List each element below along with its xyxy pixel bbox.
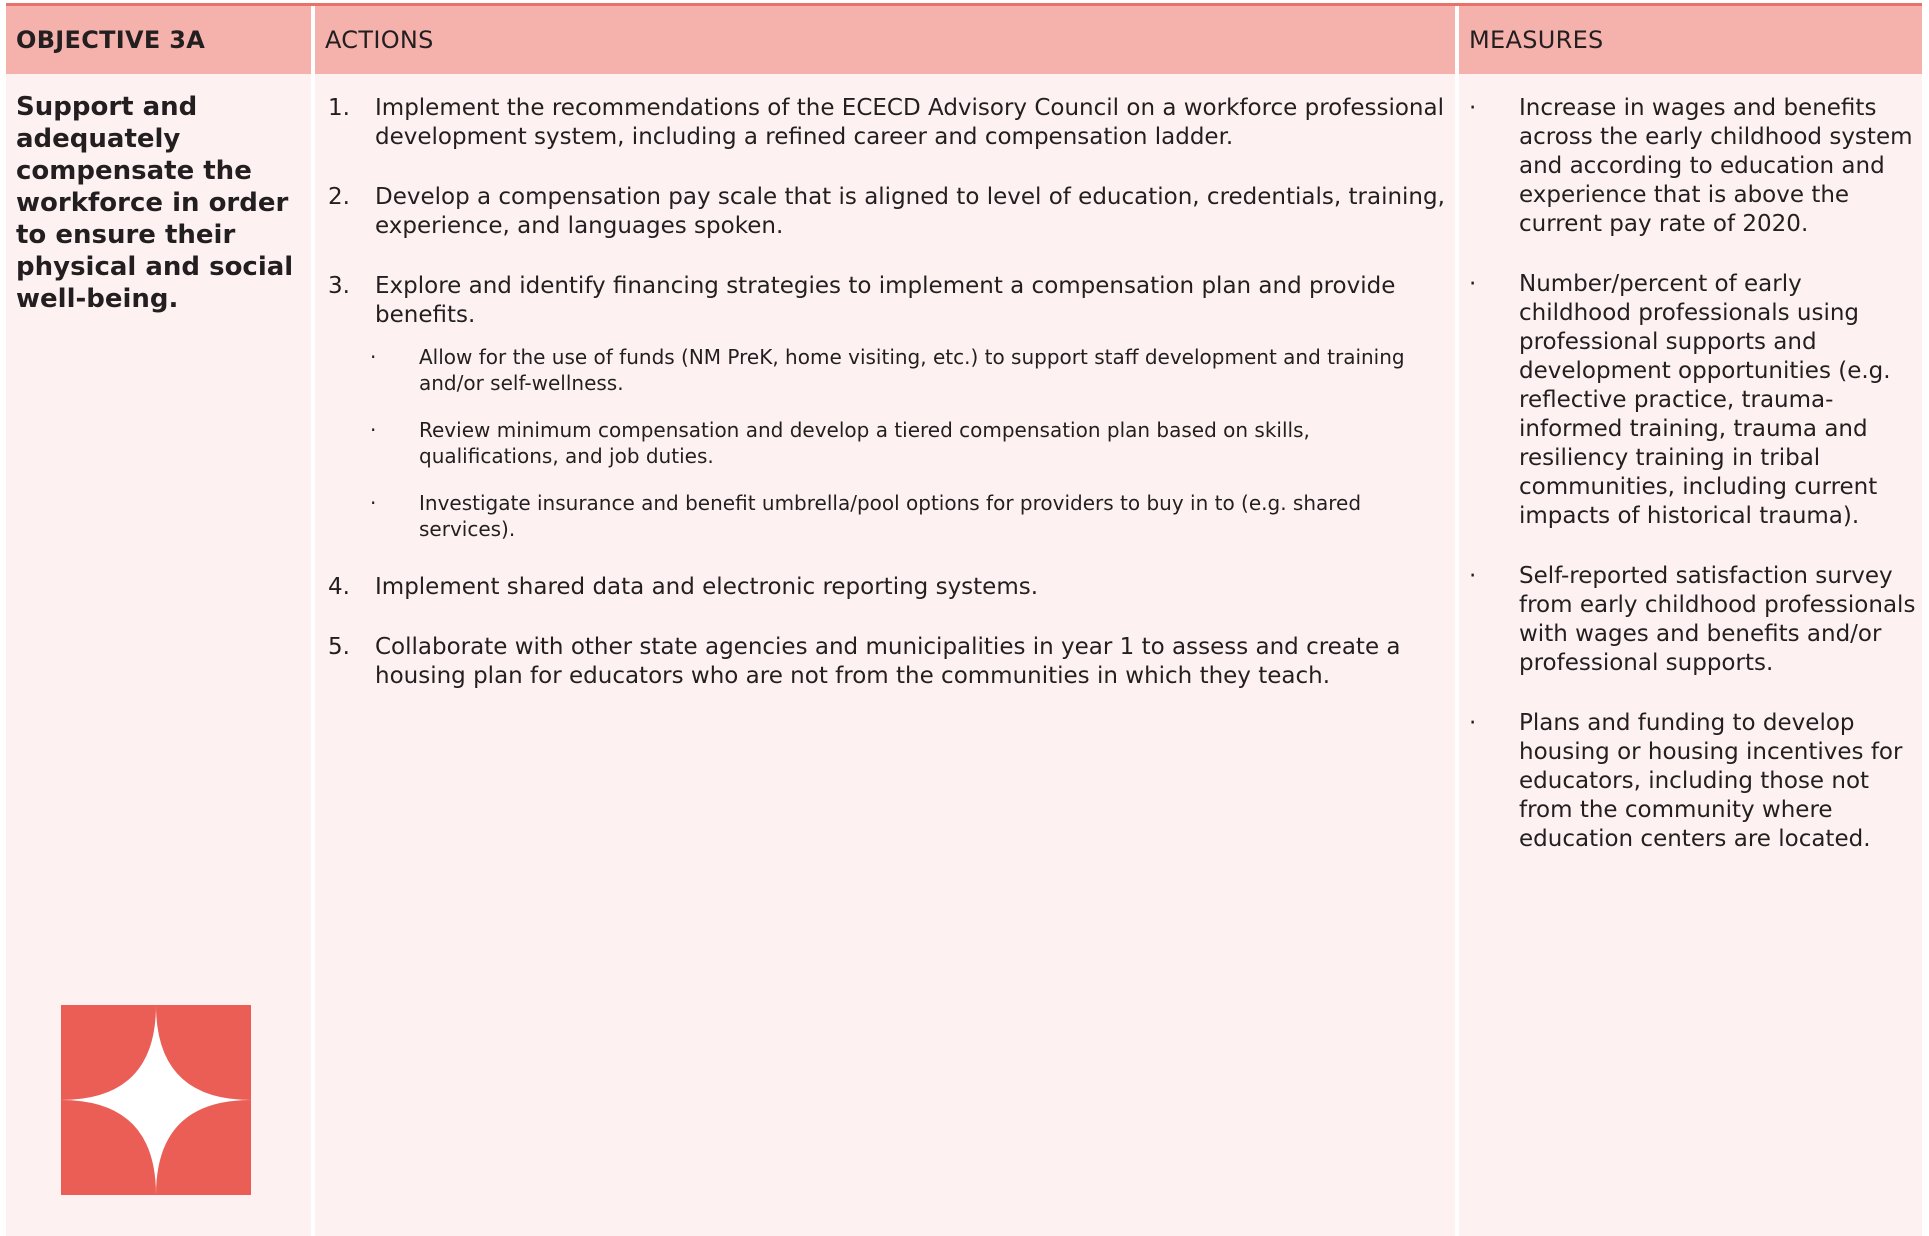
action-item [315, 94, 1445, 152]
action-number: 4. [328, 574, 350, 600]
measure-item [1459, 94, 1919, 239]
action-text: Explore and identify financing strategies to implement a compensation plan and provide benefits. [375, 273, 1396, 328]
measure-text: Number/percent of early childhood professionals using professional supports and development opportunities (e.g. reflective practice, trauma-informed training, trauma and resiliency training in tribal communities, including current impacts of historical trauma). [1519, 271, 1891, 529]
objective-column [6, 6, 311, 1236]
bullet: · [1469, 563, 1477, 589]
action-text: Collaborate with other state agencies and municipalities in year 1 to assess and create a housing plan for educators who are not from the communities in which they teach. [375, 634, 1401, 689]
actions-header: ACTIONS [315, 6, 1455, 74]
actions-column [315, 6, 1455, 1236]
bullet: · [1469, 271, 1477, 297]
measure-text: Increase in wages and benefits across the early childhood system and according to education and experience that is above the current pay rate of 2020. [1519, 95, 1913, 237]
action-text: Develop a compensation pay scale that is aligned to level of education, credentials, training, experience, and languages spoken. [375, 184, 1445, 239]
four-point-star-icon [61, 1005, 251, 1195]
bullet: · [1469, 95, 1477, 121]
action-number: 2. [328, 184, 350, 210]
measures-header: MEASURES [1459, 6, 1922, 74]
action-number: 1. [328, 95, 350, 121]
measure-item [1459, 562, 1919, 678]
action-item [315, 272, 1445, 330]
action-text: Implement the recommendations of the ECECD Advisory Council on a workforce professional development system, including a refined career and compensation ladder. [375, 95, 1444, 150]
action-subitem [315, 490, 1445, 542]
action-number: 3. [328, 273, 350, 299]
subitem-text: Investigate insurance and benefit umbrella/pool options for providers to buy in to (e.g. shared services). [419, 491, 1362, 541]
action-item [315, 573, 1445, 602]
measures-column [1459, 6, 1922, 1236]
measure-text: Plans and funding to develop housing or housing incentives for educators, including those not from the community where education centers are located. [1519, 710, 1903, 852]
measure-item [1459, 709, 1919, 854]
bullet: · [1469, 710, 1477, 736]
action-text: Implement shared data and electronic reporting systems. [375, 574, 1039, 600]
subitem-text: Review minimum compensation and develop a tiered compensation plan based on skills, qualifications, and job duties. [419, 418, 1310, 468]
actions-list [315, 94, 1445, 691]
bullet: · [370, 345, 377, 369]
action-number: 5. [328, 634, 350, 660]
objective-table [6, 3, 1922, 1236]
action-item [315, 183, 1445, 241]
subitem-text: Allow for the use of funds (NM PreK, home visiting, etc.) to support staff development and training and/or self-wellness. [419, 345, 1405, 395]
measure-item [1459, 270, 1919, 531]
bullet: · [370, 418, 377, 442]
action-item [315, 633, 1445, 691]
objective-header: OBJECTIVE 3A [6, 6, 311, 74]
action-subitem [315, 344, 1445, 396]
action-subitem [315, 417, 1445, 469]
measures-list [1459, 94, 1919, 885]
measure-text: Self-reported satisfaction survey from early childhood professionals with wages and benefits and/or professional supports. [1519, 563, 1916, 676]
bullet: · [370, 491, 377, 515]
action-sublist [315, 344, 1445, 542]
objective-text: Support and adequately compensate the workforce in order to ensure their physical and social well-being. [16, 92, 294, 314]
